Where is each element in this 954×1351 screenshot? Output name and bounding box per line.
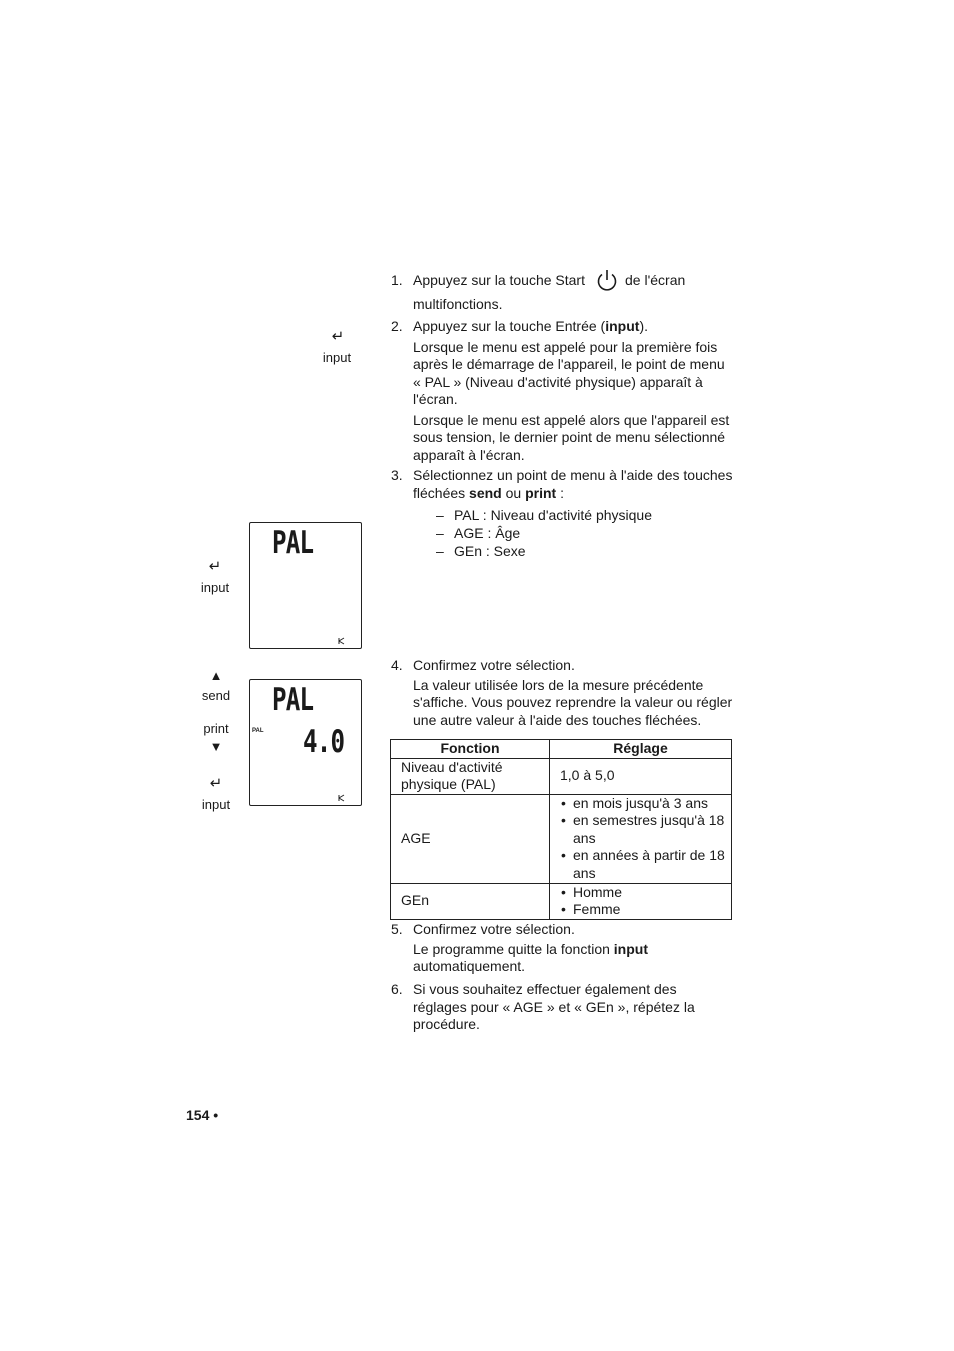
arrow-up-icon: ▲ (209, 668, 223, 683)
lcd-screen (249, 522, 362, 649)
column-header: Réglage (550, 740, 732, 759)
step-2-body (413, 318, 735, 467)
table-cell: 1,0 à 5,0 (550, 758, 732, 794)
step-4-number: 4. (391, 657, 403, 673)
list-item: • Homme (561, 884, 727, 902)
list-item: • Femme (561, 901, 727, 919)
table-cell: GEn (391, 883, 550, 919)
step-5-number: 5. (391, 921, 403, 937)
table-row (391, 758, 732, 794)
settings-table (390, 739, 732, 920)
enter-key-icon: ↵ (208, 558, 222, 575)
lcd-small-label: PAL (252, 728, 264, 734)
lcd-value: 4.0 (303, 724, 345, 760)
step-3-number: 3. (391, 467, 403, 483)
step-3-body: Sélectionnez un point de menu à l'aide des touches fléchées send ou print : (413, 467, 733, 501)
power-icon (595, 268, 619, 293)
lcd-menu-text: PAL (272, 682, 314, 718)
print-key-label: print (203, 721, 229, 736)
table-header-row (391, 740, 732, 759)
lcd-status-icon (338, 637, 346, 645)
list-item: – PAL : Niveau d'activité physique (436, 507, 653, 523)
input-key-label: input (200, 580, 230, 595)
step-2-line: Appuyez sur la touche Entrée (input). (413, 318, 649, 334)
step-1-text-a: Appuyez sur la touche Start (413, 272, 585, 288)
table-cell (550, 794, 732, 883)
step-6-number: 6. (391, 981, 403, 997)
list-item: • en années à partir de 18 ans (561, 847, 727, 882)
lcd-status-icon (338, 794, 346, 802)
step-6-body: Si vous souhaitez effectuer également des réglages pour « AGE » et « GEn », répétez la procédure. (413, 981, 695, 1032)
step-4-body: Confirmez votre sélection. La valeur utilisée lors de la mesure précédente s'affiche. Vous pouvez reprendre la valeur ou régler une autre valeur à l'aide des touches fléchées. (413, 657, 733, 728)
step-5-body: Confirmez votre sélection. Le programme quitte la fonction input automatiquement. (413, 921, 648, 974)
enter-key-icon: ↵ (331, 328, 345, 345)
step-2-para-2: Lorsque le menu est appelé pour la première fois après le démarrage de l'appareil, le point de menu « PAL » (Niveau d'activité physique) apparaît à l'écran. (413, 338, 725, 407)
table-cell (550, 883, 732, 919)
step-1-text-b: de l'écran (625, 272, 686, 288)
step-2-para-3: Lorsque le menu est appelé alors que l'appareil est sous tension, le dernier point de menu sélectionné apparaît à l'écran. (413, 411, 730, 463)
step-1-text-c: multifonctions. (413, 296, 503, 312)
table-row (391, 794, 732, 883)
list-item: – GEn : Sexe (436, 543, 526, 559)
column-header: Fonction (391, 740, 550, 759)
step-1-number: 1. (391, 272, 403, 288)
table-row (391, 883, 732, 919)
arrow-down-icon: ▼ (209, 739, 223, 754)
menu-items-list (436, 507, 652, 561)
input-key-label: input (201, 797, 231, 812)
table-cell: AGE (391, 794, 550, 883)
list-item: • en mois jusqu'à 3 ans (561, 795, 727, 813)
input-key-label: input (322, 350, 352, 365)
list-item: • en semestres jusqu'à 18 ans (561, 812, 727, 847)
list-item: – AGE : Âge (436, 525, 521, 541)
lcd-screen (249, 679, 362, 806)
table-cell: Niveau d'activité physique (PAL) (391, 758, 550, 794)
step-2-number: 2. (391, 318, 403, 334)
enter-key-icon: ↵ (209, 775, 223, 792)
send-key-label: send (201, 688, 231, 703)
lcd-menu-text: PAL (272, 525, 314, 561)
page-number: 154 • (186, 1107, 219, 1123)
